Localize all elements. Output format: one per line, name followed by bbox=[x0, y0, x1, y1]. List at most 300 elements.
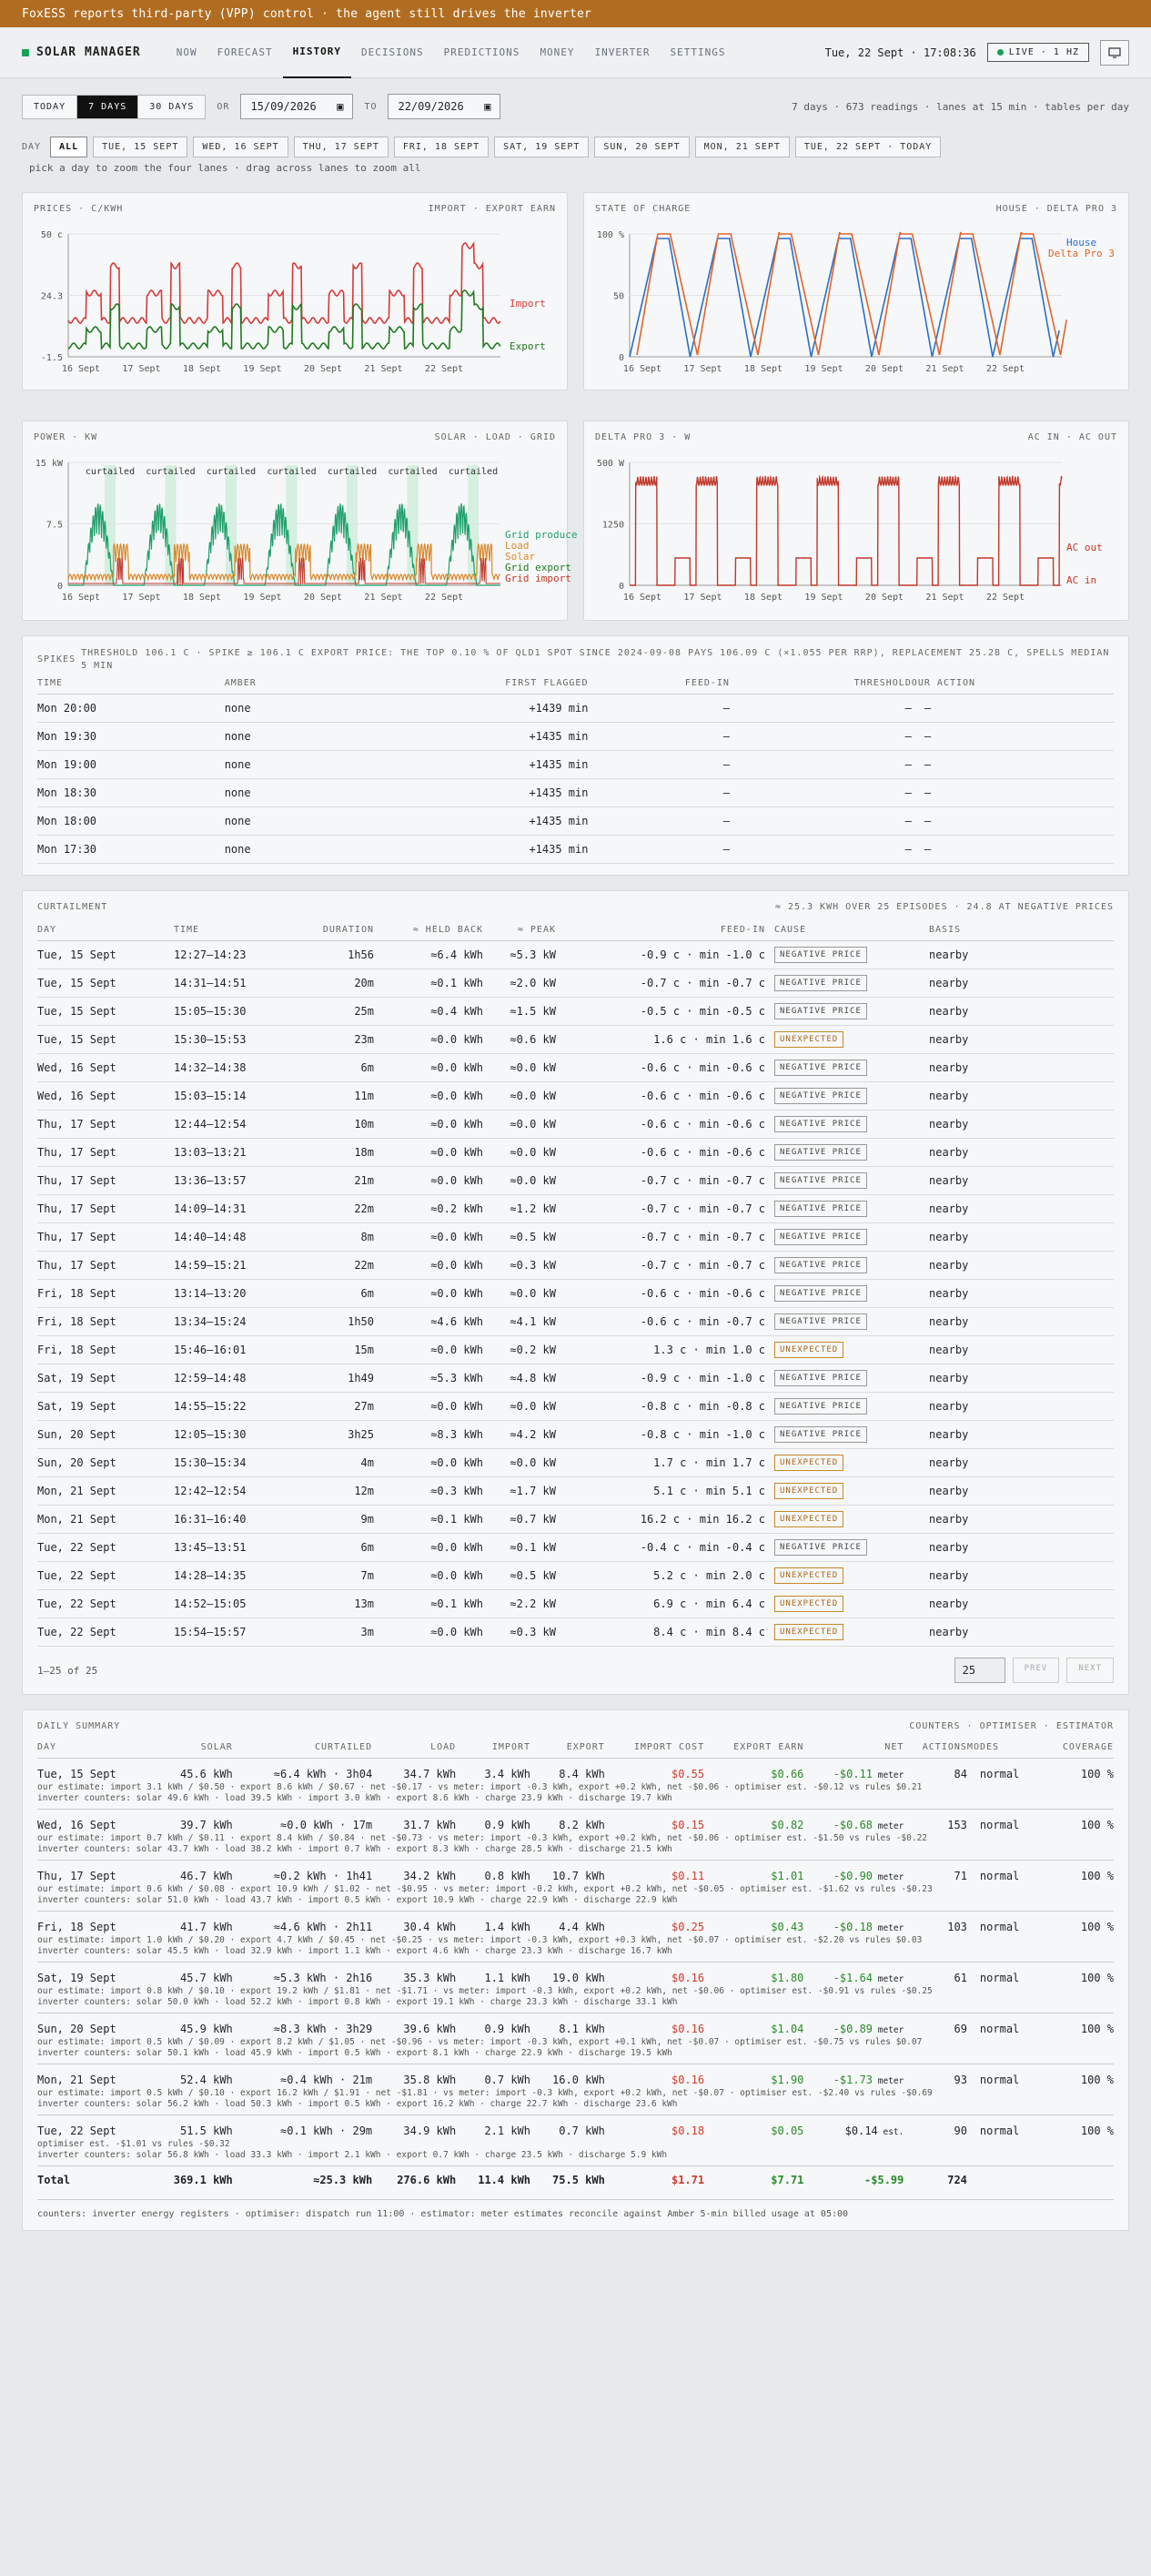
day-pill[interactable]: THU, 17 SEPT bbox=[294, 137, 389, 157]
table-row bbox=[37, 941, 1114, 969]
power-plot bbox=[23, 421, 578, 622]
table-cell: 15:05–15:30 bbox=[174, 998, 301, 1026]
table-cell: ≈0.4 kWh bbox=[374, 998, 483, 1026]
table-cell: -0.9 c · min -1.0 c bbox=[556, 941, 765, 969]
curtailment-section bbox=[22, 890, 1129, 1695]
counters-row bbox=[37, 2150, 1114, 2166]
table-cell: 14:32–14:38 bbox=[174, 1054, 301, 1082]
range-presets bbox=[22, 95, 206, 119]
net-cell bbox=[803, 1810, 904, 1832]
table-cell bbox=[765, 1534, 929, 1562]
day-pill[interactable]: FRI, 18 SEPT bbox=[394, 137, 489, 157]
table-cell: 15:54–15:57 bbox=[174, 1618, 301, 1647]
table-cell: 13:45–13:51 bbox=[174, 1534, 301, 1562]
table-cell: Thu, 17 Sept bbox=[37, 1870, 116, 1882]
table-cell: normal bbox=[979, 2074, 1020, 2086]
table-cell: 8.2 kWh bbox=[559, 1819, 605, 1831]
day-pill[interactable]: WED, 16 SEPT bbox=[193, 137, 288, 157]
table-cell: 14:52–15:05 bbox=[174, 1590, 301, 1618]
net-basis: meter bbox=[873, 1770, 904, 1780]
chart-legend: AC IN · AC OUT bbox=[1027, 432, 1117, 442]
table-cell: $0.55 bbox=[671, 1768, 705, 1780]
table-cell: 100 % bbox=[1080, 1768, 1114, 1780]
table-cell: 93 bbox=[954, 2074, 967, 2086]
table-cell: ≈0.0 kWh bbox=[374, 1082, 483, 1111]
table-cell: 6m bbox=[301, 1280, 374, 1308]
table-cell: $0.16 bbox=[671, 2023, 705, 2035]
table-cell: 0.8 kWh bbox=[484, 1870, 531, 1882]
table-cell: -0.5 c · min -0.5 c bbox=[556, 998, 765, 1026]
ac-out-series bbox=[630, 476, 1062, 585]
prev-page-button[interactable]: PREV bbox=[1013, 1658, 1060, 1683]
table-row bbox=[37, 779, 1114, 807]
nav-settings[interactable]: SETTINGS bbox=[670, 46, 726, 58]
power-series-label: Grid export bbox=[505, 562, 571, 573]
table-cell: Mon 18:00 bbox=[37, 807, 225, 836]
table-cell: 3.4 kWh bbox=[484, 1768, 531, 1780]
table-cell: Fri, 18 Sept bbox=[37, 1336, 174, 1364]
table-cell: nearby bbox=[929, 998, 1114, 1026]
x-tick-label: 19 Sept bbox=[804, 593, 843, 603]
table-cell bbox=[765, 941, 929, 969]
table-row bbox=[37, 1111, 1114, 1139]
table-cell bbox=[765, 1139, 929, 1167]
table-cell: ≈0.3 kW bbox=[483, 1618, 556, 1647]
live-label: LIVE · 1 HZ bbox=[1008, 47, 1079, 57]
live-dot-icon bbox=[997, 49, 1004, 56]
cause-badge: UNEXPECTED bbox=[774, 1567, 843, 1584]
cause-badge: NEGATIVE PRICE bbox=[774, 1172, 867, 1189]
power-series-label: Load bbox=[505, 540, 530, 552]
table-row bbox=[37, 2115, 1114, 2138]
live-indicator[interactable] bbox=[987, 43, 1089, 62]
table-cell: Thu, 17 Sept bbox=[37, 1223, 174, 1252]
load-series bbox=[68, 544, 500, 580]
column-header: EXPORT EARN bbox=[704, 1737, 803, 1759]
table-cell: normal bbox=[979, 1972, 1020, 1984]
table-cell: 1.3 c · min 1.0 c bbox=[556, 1336, 765, 1364]
table-cell: +1435 min bbox=[326, 723, 589, 751]
table-cell: none bbox=[225, 723, 326, 751]
table-cell: nearby bbox=[929, 941, 1114, 969]
table-cell: 4m bbox=[301, 1449, 374, 1477]
column-header: ≈ PEAK bbox=[483, 919, 556, 941]
table-cell: 0.9 kWh bbox=[484, 2023, 531, 2035]
table-row bbox=[37, 1026, 1114, 1054]
power-series-label: Grid import bbox=[505, 573, 571, 584]
table-cell: $0.05 bbox=[771, 2125, 804, 2137]
x-tick-label: 19 Sept bbox=[243, 593, 282, 603]
table-cell: 8.4 c · min 8.4 c bbox=[556, 1618, 765, 1647]
grid-import-series bbox=[68, 558, 500, 585]
day-pill[interactable]: ALL bbox=[50, 137, 87, 157]
estimate-text: our estimate: import 0.8 kWh / $0.10 · export 19.2 kWh / $1.81 · net -$1.71 · vs meter: import -0.3 kWh, export +0.2 kWh, net -$0.06 · optimiser est. -$0.91 vs rules -$0.25 bbox=[37, 1985, 933, 1996]
day-pill[interactable]: TUE, 22 SEPT · TODAY bbox=[795, 137, 941, 157]
table-cell: -0.7 c · min -0.7 c bbox=[556, 1252, 765, 1280]
x-tick-label: 21 Sept bbox=[925, 593, 964, 603]
table-cell: 13:36–13:57 bbox=[174, 1167, 301, 1195]
table-cell: nearby bbox=[929, 1139, 1114, 1167]
counters-text: inverter counters: solar 49.6 kWh · load 39.5 kWh · import 3.0 kWh · export 8.6 kWh · charge 23.9 kWh · discharge 19.7 kWh bbox=[37, 1793, 1114, 1810]
x-tick-label: 18 Sept bbox=[182, 364, 222, 374]
table-cell: ≈0.0 kWh bbox=[374, 1280, 483, 1308]
cause-badge: UNEXPECTED bbox=[774, 1342, 843, 1358]
table-cell: Tue, 22 Sept bbox=[37, 1618, 174, 1647]
table-cell bbox=[765, 1026, 929, 1054]
table-cell bbox=[765, 1167, 929, 1195]
prices-plot bbox=[23, 193, 569, 391]
table-cell: Sun, 20 Sept bbox=[37, 1421, 174, 1449]
table-cell: -0.6 c · min -0.6 c bbox=[556, 1139, 765, 1167]
x-tick-label: 21 Sept bbox=[364, 593, 403, 603]
table-cell: 5.2 c · min 2.0 c bbox=[556, 1562, 765, 1590]
table-cell: 13m bbox=[301, 1590, 374, 1618]
x-tick-label: 20 Sept bbox=[864, 364, 904, 374]
nav-history[interactable]: HISTORY bbox=[283, 27, 351, 78]
chart-legend: HOUSE · DELTA PRO 3 bbox=[995, 204, 1117, 214]
table-cell: nearby bbox=[929, 1618, 1114, 1647]
table-cell: ≈0.2 kWh · 1h41 bbox=[273, 1870, 373, 1882]
estimate-row bbox=[37, 1780, 1114, 1793]
nav-now[interactable]: NOW bbox=[176, 46, 197, 58]
counters-text: inverter counters: solar 51.0 kWh · load 43.7 kWh · import 0.5 kWh · export 10.9 kWh · charge 22.9 kWh · discharge 22.9 kWh bbox=[37, 1895, 1114, 1912]
counters-row bbox=[37, 1895, 1114, 1912]
table-cell: Thu, 17 Sept bbox=[37, 1195, 174, 1223]
column-header: TIME bbox=[37, 673, 225, 695]
table-cell: Tue, 15 Sept bbox=[37, 998, 174, 1026]
table-cell: ≈0.0 kWh bbox=[374, 1026, 483, 1054]
table-cell: normal bbox=[979, 1819, 1020, 1831]
net-basis: meter bbox=[873, 2025, 904, 2035]
table-cell: -0.6 c · min -0.6 c bbox=[556, 1280, 765, 1308]
net-value: -$0.90 bbox=[833, 1870, 873, 1882]
column-header: CAUSE bbox=[765, 919, 929, 941]
table-cell: – bbox=[588, 779, 729, 807]
table-cell: nearby bbox=[929, 1506, 1114, 1534]
nav-predictions[interactable]: PREDICTIONS bbox=[443, 46, 520, 58]
daily-footnote: counters: inverter energy registers · optimiser: dispatch run 11:00 · estimator: meter estimates reconcile against Amber 5-min billed usage at 05:00 bbox=[37, 2199, 1114, 2219]
table-row bbox=[37, 1506, 1114, 1534]
table-cell: 52.4 kWh bbox=[179, 2074, 233, 2086]
table-cell: 12:42–12:54 bbox=[174, 1477, 301, 1506]
column-header: FEED-IN bbox=[588, 673, 729, 695]
table-cell: Mon 19:00 bbox=[37, 751, 225, 779]
x-tick-label: 19 Sept bbox=[804, 364, 843, 374]
y-tick-label: -1.5 bbox=[40, 353, 63, 363]
daily-summary-table bbox=[37, 1737, 1114, 2194]
prices-chart[interactable] bbox=[22, 192, 568, 390]
table-cell: Fri, 18 Sept bbox=[37, 1280, 174, 1308]
y-tick-label: 50 c bbox=[40, 230, 63, 240]
table-cell: normal bbox=[979, 2125, 1020, 2137]
table-row bbox=[37, 1364, 1114, 1393]
table-cell: 12:59–14:48 bbox=[174, 1364, 301, 1393]
table-cell: $0.16 bbox=[671, 1972, 705, 1984]
table-cell: 7m bbox=[301, 1562, 374, 1590]
table-cell: ≈8.3 kWh bbox=[374, 1421, 483, 1449]
table-cell bbox=[765, 1308, 929, 1336]
import-label: Import bbox=[510, 298, 546, 309]
table-row bbox=[37, 1962, 1114, 1985]
table-cell: 100 % bbox=[1080, 1921, 1114, 1933]
table-cell: Mon, 21 Sept bbox=[37, 2074, 116, 2086]
table-cell: nearby bbox=[929, 1393, 1114, 1421]
table-cell bbox=[765, 1449, 929, 1477]
table-cell: 100 % bbox=[1080, 1819, 1114, 1831]
table-cell: 35.3 kWh bbox=[403, 1972, 457, 1984]
zoom-hint: pick a day to zoom the four lanes · drag across lanes to zoom all bbox=[29, 162, 421, 174]
day-pill[interactable]: TUE, 15 SEPT bbox=[93, 137, 187, 157]
table-cell: 100 % bbox=[1080, 1870, 1114, 1882]
table-cell: ≈6.4 kWh · 3h04 bbox=[273, 1768, 373, 1780]
column-header: EXPORT bbox=[530, 1737, 605, 1759]
estimate-text: our estimate: import 0.5 kWh / $0.09 · export 8.2 kWh / $1.05 · net -$0.96 · vs meter: import -0.3 kWh, export +0.1 kWh, net -$0.07 · optimiser est. -$0.75 vs rules $0.07 bbox=[37, 2036, 923, 2047]
delta-chart[interactable] bbox=[583, 421, 1129, 621]
nav-money[interactable]: MONEY bbox=[540, 46, 575, 58]
table-cell: 34.2 kWh bbox=[403, 1870, 457, 1882]
curtailed-label: curtailed bbox=[448, 467, 499, 477]
column-header: BASIS bbox=[929, 919, 1114, 941]
cause-badge: UNEXPECTED bbox=[774, 1483, 843, 1499]
table-cell: ≈0.0 kWh bbox=[374, 1054, 483, 1082]
day-pill[interactable]: MON, 21 SEPT bbox=[695, 137, 790, 157]
net-basis: meter bbox=[873, 1872, 904, 1882]
table-cell: 1.4 kWh bbox=[484, 1921, 531, 1933]
net-cell bbox=[803, 1861, 904, 1883]
net-value: -$0.89 bbox=[833, 2023, 873, 2035]
table-cell: 100 % bbox=[1080, 2023, 1114, 2035]
table-cell bbox=[765, 1336, 929, 1364]
nav-inverter[interactable]: INVERTER bbox=[594, 46, 651, 58]
table-cell bbox=[765, 1082, 929, 1111]
table-cell: 1h49 bbox=[301, 1364, 374, 1393]
range-30-days[interactable]: 30 DAYS bbox=[138, 96, 205, 118]
table-cell: Wed, 16 Sept bbox=[37, 1819, 116, 1831]
table-cell: Tue, 15 Sept bbox=[37, 1768, 116, 1780]
table-cell bbox=[765, 1364, 929, 1393]
table-cell: nearby bbox=[929, 1477, 1114, 1506]
chart-title: STATE OF CHARGE bbox=[595, 204, 692, 214]
table-cell: none bbox=[225, 779, 326, 807]
table-cell: 15:30–15:53 bbox=[174, 1026, 301, 1054]
table-cell: $0.11 bbox=[671, 1870, 705, 1882]
y-tick-label: 15 kW bbox=[35, 459, 63, 469]
day-pill[interactable]: SUN, 20 SEPT bbox=[594, 137, 689, 157]
table-cell bbox=[765, 1252, 929, 1280]
table-cell: nearby bbox=[929, 1590, 1114, 1618]
table-row bbox=[37, 1252, 1114, 1280]
table-cell: Tue, 22 Sept bbox=[37, 1534, 174, 1562]
table-cell: ≈0.0 kW bbox=[483, 1139, 556, 1167]
to-date-value: 22/09/2026 bbox=[398, 100, 464, 113]
table-cell: 22m bbox=[301, 1195, 374, 1223]
table-cell bbox=[765, 1506, 929, 1534]
table-cell: 6m bbox=[301, 1534, 374, 1562]
table-cell bbox=[765, 1618, 929, 1647]
section-title: CURTAILMENT bbox=[37, 902, 108, 912]
pager-range: 1–25 of 25 bbox=[37, 1664, 98, 1677]
column-header: FEED-IN bbox=[556, 919, 765, 941]
table-cell: 25m bbox=[301, 998, 374, 1026]
table-cell: nearby bbox=[929, 1026, 1114, 1054]
x-tick-label: 16 Sept bbox=[622, 364, 662, 374]
table-cell: – bbox=[730, 695, 912, 723]
net-value: -$0.18 bbox=[833, 1921, 873, 1933]
table-cell: Mon 17:30 bbox=[37, 836, 225, 864]
table-cell: 21m bbox=[301, 1167, 374, 1195]
table-cell: +1435 min bbox=[326, 807, 589, 836]
table-cell: Mon 20:00 bbox=[37, 695, 225, 723]
ac-in-label: AC in bbox=[1066, 574, 1097, 586]
table-cell: 0.9 kWh bbox=[484, 1819, 531, 1831]
curtailment-table bbox=[37, 919, 1114, 1647]
table-row bbox=[37, 836, 1114, 864]
table-cell: nearby bbox=[929, 1308, 1114, 1336]
table-cell: ≈0.0 kW bbox=[483, 1167, 556, 1195]
y-tick-label: 0 bbox=[618, 353, 624, 363]
page-size-input[interactable] bbox=[954, 1658, 1005, 1683]
day-label: DAY bbox=[22, 141, 42, 152]
table-cell: ≈0.1 kWh bbox=[374, 1590, 483, 1618]
nav-forecast[interactable]: FORECAST bbox=[217, 46, 273, 58]
net-cell bbox=[803, 1759, 904, 1781]
table-cell: -0.7 c · min -0.7 c bbox=[556, 969, 765, 998]
main-nav bbox=[167, 27, 736, 78]
table-cell: 8.1 kWh bbox=[559, 2023, 605, 2035]
cause-badge: UNEXPECTED bbox=[774, 1624, 843, 1640]
table-cell: 15:46–16:01 bbox=[174, 1336, 301, 1364]
export-label: Export bbox=[510, 340, 546, 352]
power-chart[interactable] bbox=[22, 421, 578, 621]
table-cell: 39.6 kWh bbox=[403, 2023, 457, 2035]
table-cell: ≈5.3 kW bbox=[483, 941, 556, 969]
cause-badge: NEGATIVE PRICE bbox=[774, 1088, 867, 1104]
from-date-input[interactable] bbox=[240, 94, 353, 119]
table-cell: 90 bbox=[954, 2125, 967, 2137]
table-cell: 14:31–14:51 bbox=[174, 969, 301, 998]
table-cell: Mon, 21 Sept bbox=[37, 1506, 174, 1534]
table-cell: $1.01 bbox=[771, 1870, 804, 1882]
chart-title: POWER · KW bbox=[34, 432, 98, 442]
range-7-days[interactable]: 7 DAYS bbox=[77, 96, 138, 118]
table-cell: 8.4 kWh bbox=[559, 1768, 605, 1780]
table-cell: ≈1.5 kW bbox=[483, 998, 556, 1026]
table-cell: ≈0.1 kWh · 29m bbox=[280, 2125, 373, 2137]
column-header: ≈ HELD BACK bbox=[374, 919, 483, 941]
chart-title: PRICES · C/KWH bbox=[34, 204, 124, 214]
table-cell: ≈0.1 kW bbox=[483, 1534, 556, 1562]
counters-row bbox=[37, 2048, 1114, 2064]
x-tick-label: 22 Sept bbox=[424, 593, 464, 603]
table-cell: ≈0.0 kW bbox=[483, 1111, 556, 1139]
clock: Tue, 22 Sept · 17:08:36 bbox=[824, 46, 976, 59]
column-header: DURATION bbox=[301, 919, 374, 941]
total-cell: 276.6 kWh bbox=[372, 2166, 456, 2194]
table-cell: Tue, 15 Sept bbox=[37, 969, 174, 998]
table-cell: 14:28–14:35 bbox=[174, 1562, 301, 1590]
range-bar bbox=[0, 78, 1151, 135]
next-page-button[interactable]: NEXT bbox=[1066, 1658, 1114, 1683]
counters-row bbox=[37, 2099, 1114, 2115]
column-header: DAY bbox=[37, 919, 174, 941]
table-cell: 12:05–15:30 bbox=[174, 1421, 301, 1449]
page-size-value: 25 bbox=[962, 1664, 976, 1677]
table-cell: nearby bbox=[929, 1195, 1114, 1223]
table-row bbox=[37, 2013, 1114, 2036]
table-cell: Thu, 17 Sept bbox=[37, 1139, 174, 1167]
table-cell: 34.9 kWh bbox=[403, 2125, 457, 2137]
table-cell: – bbox=[912, 695, 1114, 723]
table-cell: 31.7 kWh bbox=[403, 1819, 457, 1831]
table-cell: Fri, 18 Sept bbox=[37, 1308, 174, 1336]
total-cell: $1.71 bbox=[605, 2166, 704, 2194]
display-toggle-button[interactable] bbox=[1100, 40, 1129, 66]
table-cell: 15:03–15:14 bbox=[174, 1082, 301, 1111]
table-cell: 35.8 kWh bbox=[403, 2074, 457, 2086]
delta-label: Delta Pro 3 bbox=[1048, 248, 1115, 259]
range-today[interactable]: TODAY bbox=[23, 96, 77, 118]
table-cell: ≈0.0 kWh bbox=[374, 1393, 483, 1421]
x-tick-label: 19 Sept bbox=[243, 364, 282, 374]
table-cell: ≈0.7 kW bbox=[483, 1506, 556, 1534]
cause-badge: NEGATIVE PRICE bbox=[774, 1257, 867, 1273]
cause-badge: UNEXPECTED bbox=[774, 1455, 843, 1471]
nav-decisions[interactable]: DECISIONS bbox=[360, 46, 424, 58]
table-cell: 16.2 c · min 16.2 c bbox=[556, 1506, 765, 1534]
table-cell bbox=[765, 1223, 929, 1252]
table-cell: 45.7 kWh bbox=[179, 1972, 233, 1984]
column-header: MODES bbox=[967, 1737, 1041, 1759]
column-header: THRESHOLD bbox=[730, 673, 912, 695]
table-cell: 20m bbox=[301, 969, 374, 998]
table-cell bbox=[765, 1054, 929, 1082]
column-header: CURTAILED bbox=[233, 1737, 372, 1759]
calendar-icon: ▣ bbox=[337, 100, 344, 113]
table-row bbox=[37, 1759, 1114, 1781]
table-cell: Mon, 21 Sept bbox=[37, 1477, 174, 1506]
to-date-input[interactable] bbox=[388, 94, 500, 119]
estimate-row bbox=[37, 2086, 1114, 2099]
banner-text: FoxESS reports third-party (VPP) control · the agent still drives the inverter bbox=[22, 6, 592, 21]
column-header: AMBER bbox=[225, 673, 326, 695]
table-cell: 16:31–16:40 bbox=[174, 1506, 301, 1534]
net-cell bbox=[803, 2115, 904, 2138]
chart-title: DELTA PRO 3 · W bbox=[595, 432, 692, 442]
day-pill[interactable]: SAT, 19 SEPT bbox=[494, 137, 589, 157]
monitor-icon bbox=[1108, 47, 1121, 58]
table-cell: ≈4.6 kWh bbox=[374, 1308, 483, 1336]
table-cell: – bbox=[588, 751, 729, 779]
counters-text: inverter counters: solar 50.0 kWh · load 52.2 kWh · import 0.8 kWh · export 19.1 kWh · charge 23.3 kWh · discharge 33.1 kWh bbox=[37, 1997, 1114, 2013]
total-cell: 75.5 kWh bbox=[530, 2166, 605, 2194]
table-cell: Mon 19:30 bbox=[37, 723, 225, 751]
table-cell: 5.1 c · min 5.1 c bbox=[556, 1477, 765, 1506]
curtailed-label: curtailed bbox=[85, 467, 136, 477]
column-header: DAY bbox=[37, 1737, 149, 1759]
table-cell: -0.8 c · min -0.8 c bbox=[556, 1393, 765, 1421]
estimate-text: our estimate: import 1.0 kWh / $0.20 · export 4.7 kWh / $0.45 · net -$0.25 · vs meter: import -0.3 kWh, export +0.3 kWh, net -$0.07 · optimiser est. -$2.20 vs rules $0.03 bbox=[37, 1934, 923, 1945]
column-header: FIRST FLAGGED bbox=[326, 673, 589, 695]
table-row bbox=[37, 1393, 1114, 1421]
table-cell: none bbox=[225, 807, 326, 836]
table-cell: 13:34–15:24 bbox=[174, 1308, 301, 1336]
soc-chart[interactable] bbox=[583, 192, 1129, 390]
table-cell: – bbox=[730, 723, 912, 751]
table-cell: ≈4.1 kW bbox=[483, 1308, 556, 1336]
counters-text: inverter counters: solar 43.7 kWh · load 38.2 kWh · import 0.7 kWh · export 8.3 kWh · charge 28.5 kWh · discharge 21.5 kWh bbox=[37, 1844, 1114, 1861]
counters-text: inverter counters: solar 56.8 kWh · load 33.3 kWh · import 2.1 kWh · export 0.7 kWh · charge 23.5 kWh · discharge 5.9 kWh bbox=[37, 2150, 1114, 2166]
net-value: $0.14 bbox=[844, 2125, 878, 2137]
